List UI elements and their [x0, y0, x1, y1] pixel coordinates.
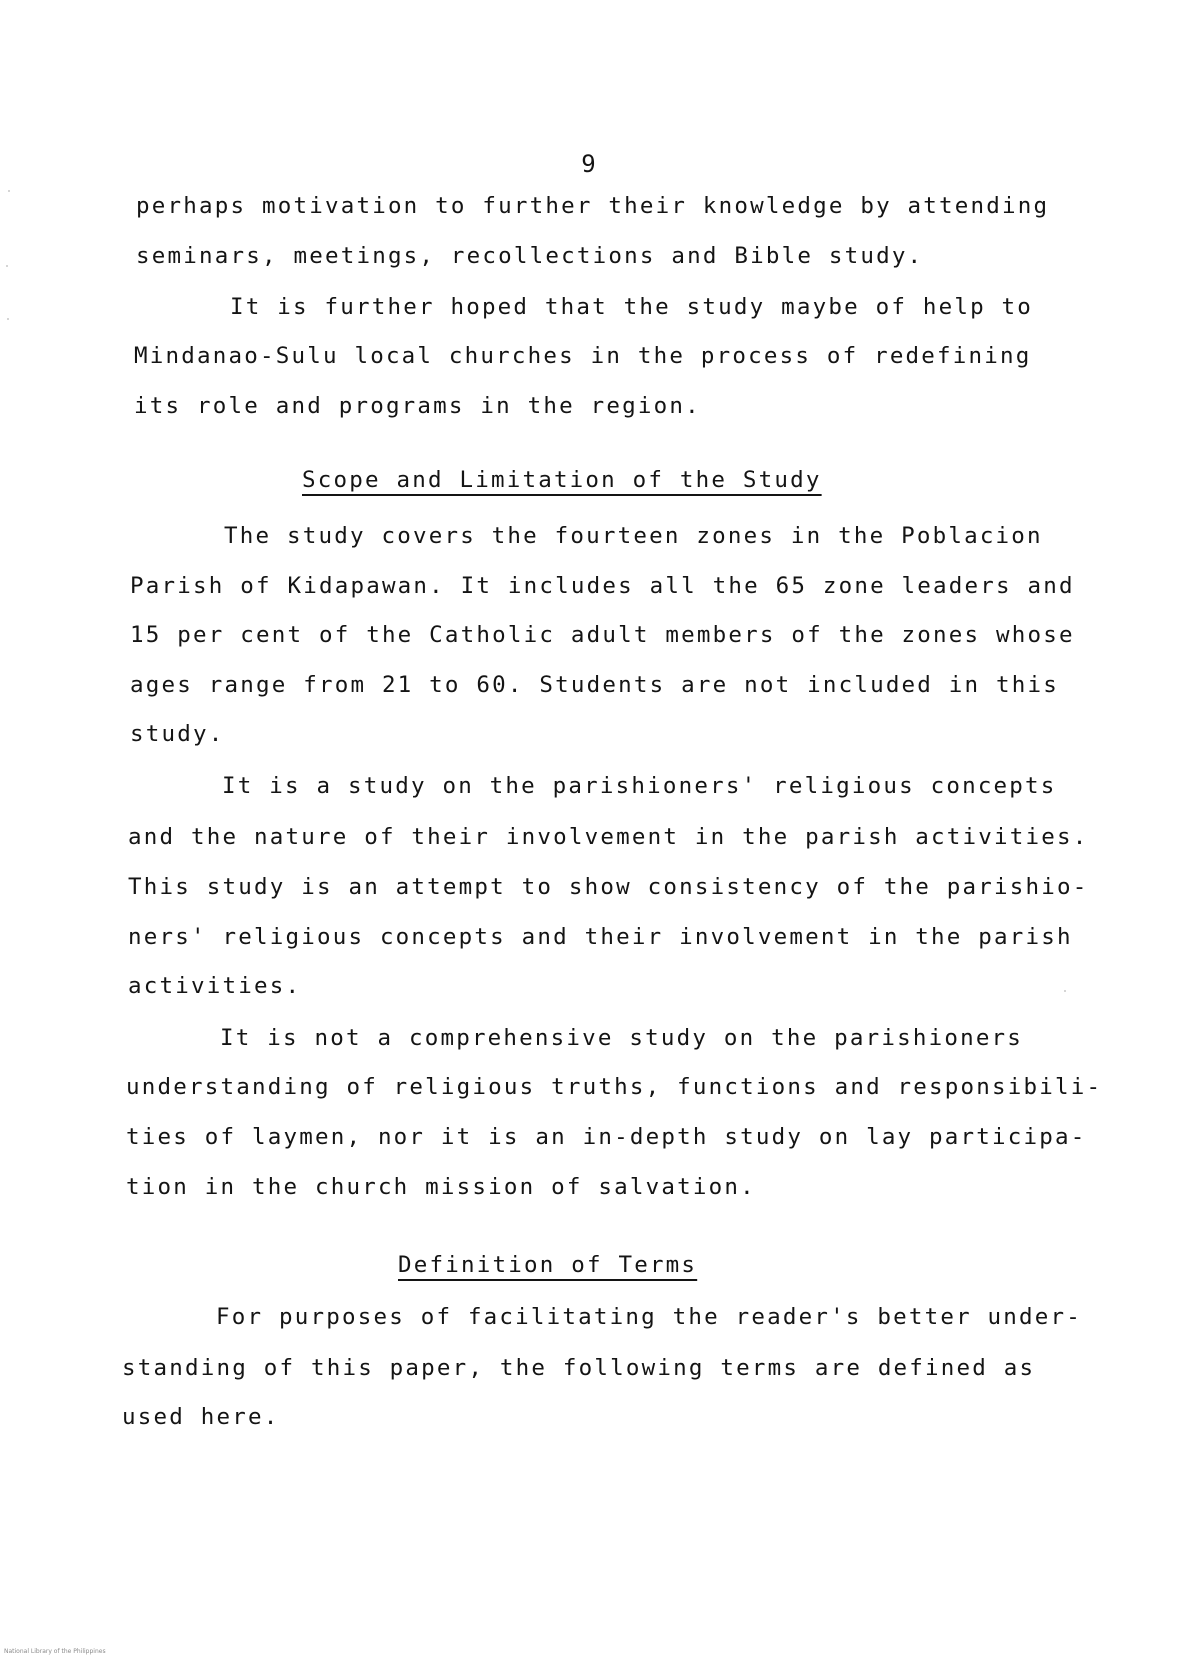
text-line: its role and programs in the region. [134, 393, 701, 419]
text-line: perhaps motivation to further their knowledge by attending [136, 193, 1050, 219]
text-line: and the nature of their involvement in the parish activities. [128, 824, 1089, 850]
text-line: It is further hoped that the study maybe of help to [230, 294, 1034, 320]
text-line: 15 per cent of the Catholic adult members of the zones whose [130, 622, 1075, 648]
section-heading-definitions: Definition of Terms [398, 1252, 698, 1278]
text-line: used here. [122, 1404, 280, 1430]
text-line: For purposes of facilitating the reader's better under- [216, 1304, 1083, 1330]
text-line: understanding of religious truths, functions and responsibili- [126, 1074, 1103, 1100]
text-line: Parish of Kidapawan. It includes all the 65 zone leaders and [130, 573, 1075, 599]
section-heading-scope: Scope and Limitation of the Study [302, 467, 822, 493]
library-footer-mark: National Library of the Philippines [4, 1648, 106, 1655]
text-line: seminars, meetings, recollections and Bible study. [136, 243, 924, 269]
scan-speck [8, 190, 10, 192]
page-number: 9 [581, 150, 597, 178]
text-line: ners' religious concepts and their involvement in the parish [128, 924, 1073, 950]
text-line: standing of this paper, the following terms are defined as [122, 1355, 1036, 1381]
text-line: tion in the church mission of salvation. [126, 1174, 756, 1200]
text-line: The study covers the fourteen zones in the Poblacion [224, 523, 1043, 549]
text-line: ages range from 21 to 60. Students are not included in this [130, 672, 1060, 698]
text-line: study. [130, 721, 225, 747]
text-line: It is not a comprehensive study on the parishioners [220, 1025, 1024, 1051]
text-line: It is a study on the parishioners' religious concepts [222, 773, 1057, 799]
text-line: This study is an attempt to show consistency of the parishio- [128, 874, 1089, 900]
scan-speck [6, 265, 8, 267]
text-line: Mindanao-Sulu local churches in the process of redefining [134, 343, 1032, 369]
text-line: ties of laymen, nor it is an in-depth study on lay participa- [126, 1124, 1087, 1150]
scan-speck [1064, 990, 1066, 992]
scan-speck [7, 318, 9, 320]
text-line: activities. [128, 973, 302, 999]
